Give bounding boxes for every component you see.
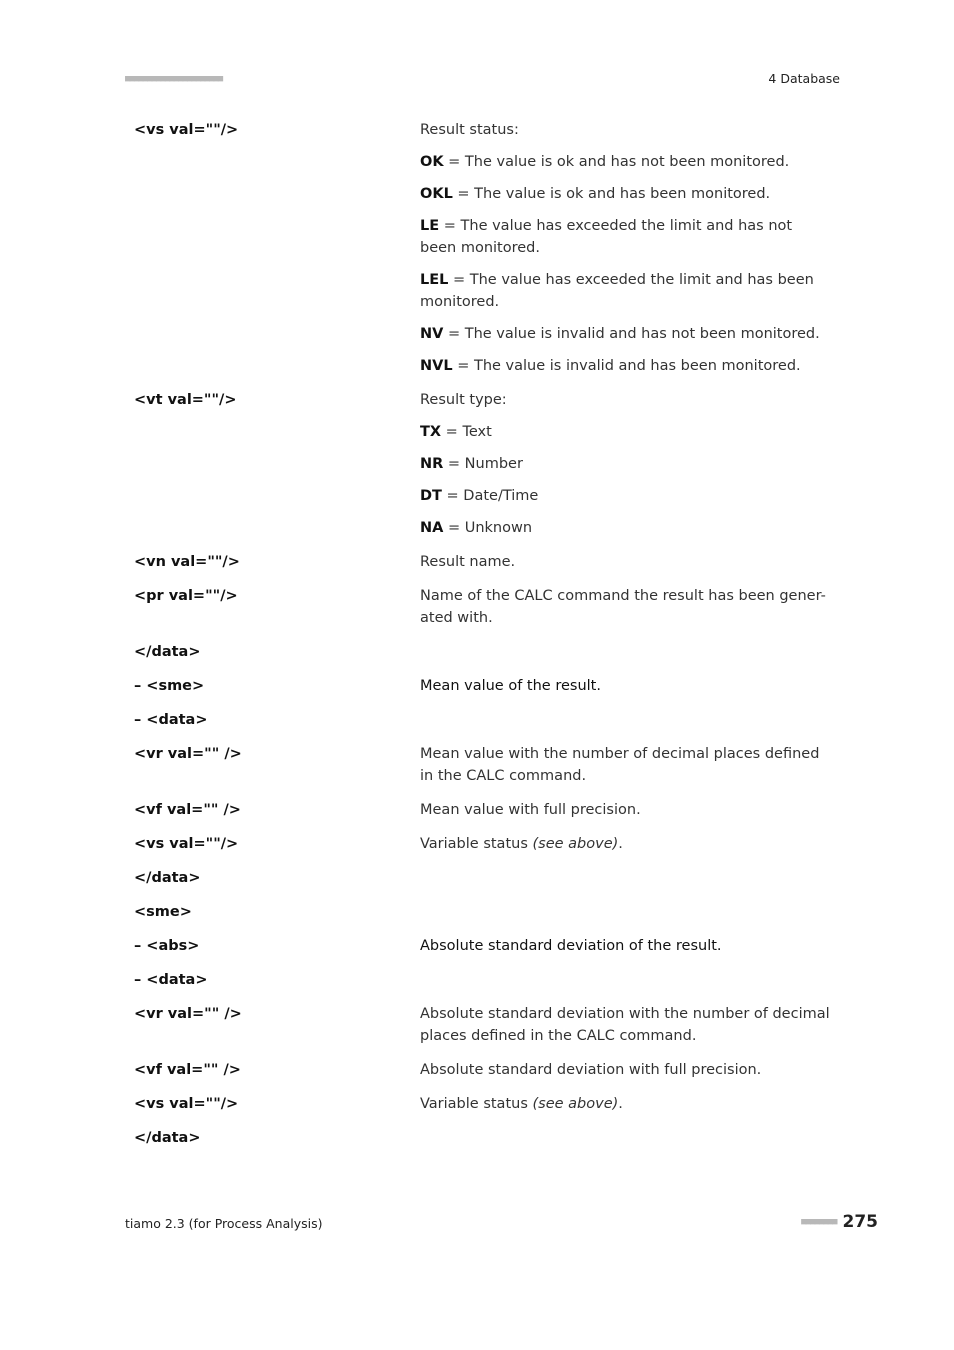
xml-tag: – <abs>	[134, 938, 200, 954]
description-text: = Number	[443, 456, 523, 472]
description-text: Absolute standard deviation of the result.	[420, 938, 722, 954]
section-heading	[420, 675, 830, 697]
description-text: Result type:	[420, 392, 507, 408]
description-text: Name of the CALC command the result has been gener-ated with.	[420, 588, 826, 626]
description-text: = The value is invalid and has been monitored.	[452, 358, 801, 374]
description-text: = The value is ok and has not been monitored.	[443, 154, 790, 170]
punctuation: .	[618, 836, 623, 852]
description-line	[420, 1059, 830, 1081]
description-text: = The value is ok and has been monitored.	[452, 186, 771, 202]
description-text: Absolute standard deviation with full precision.	[420, 1062, 762, 1078]
xml-tag: <vf val="" />	[134, 802, 241, 818]
header-decoration: ■■■■■■■■■■■■■■■■■■■■■■	[125, 74, 223, 84]
description-line	[420, 799, 830, 821]
description-text: = The value has exceeded the limit and has not been monitored.	[420, 218, 793, 256]
definition-row	[134, 1057, 834, 1091]
definition-row	[134, 1125, 834, 1159]
footer-decoration: ■■■■■■■■	[801, 1217, 837, 1227]
tag-description	[420, 865, 830, 897]
tag-description	[420, 831, 830, 865]
xml-tag: – <sme>	[134, 678, 205, 694]
description-text: Result name.	[420, 554, 516, 570]
description-line	[420, 485, 830, 507]
description-text: = Unknown	[443, 520, 533, 536]
description-line	[420, 421, 830, 443]
definition-row	[134, 673, 834, 707]
tag-description	[420, 1125, 830, 1157]
xml-tag: <vr val="" />	[134, 746, 242, 762]
tag-description	[420, 899, 830, 931]
code-value: NR	[420, 456, 444, 472]
description-line	[420, 215, 830, 259]
xml-tag: – <data>	[134, 712, 208, 728]
tag-description	[420, 797, 830, 831]
definition-row	[134, 831, 834, 865]
xml-tag: </data>	[134, 644, 201, 660]
code-value: NV	[420, 326, 444, 342]
description-text: Result status:	[420, 122, 519, 138]
definition-row	[134, 741, 834, 797]
description-line	[420, 585, 830, 629]
tag-description	[420, 583, 830, 639]
cross-reference: (see above)	[532, 1096, 619, 1112]
description-text: Mean value of the result.	[420, 678, 601, 694]
page-number: 275	[842, 1212, 878, 1232]
definition-row	[134, 1001, 834, 1057]
description-text: Variable status	[420, 1096, 533, 1112]
code-value: OK	[420, 154, 444, 170]
tag-description	[420, 967, 830, 999]
description-text: = Text	[441, 424, 492, 440]
xml-tag: <sme>	[134, 904, 192, 920]
tag-description	[420, 1091, 830, 1125]
code-value: NA	[420, 520, 444, 536]
tag-description	[420, 741, 830, 797]
code-value: TX	[420, 424, 442, 440]
definition-row	[134, 933, 834, 967]
xml-tag: <pr val=""/>	[134, 588, 238, 604]
tag-description	[420, 117, 830, 387]
definition-row	[134, 639, 834, 673]
definition-row	[134, 1091, 834, 1125]
description-line	[420, 183, 830, 205]
tag-description	[420, 639, 830, 671]
definition-row	[134, 707, 834, 741]
footer-page-info	[801, 1212, 878, 1232]
definition-row	[134, 797, 834, 831]
tag-description	[420, 1001, 830, 1057]
footer-document-title: tiamo 2.3 (for Process Analysis)	[125, 1216, 323, 1231]
code-value: DT	[420, 488, 442, 504]
xml-tag: <vs val=""/>	[134, 836, 239, 852]
description-line	[420, 389, 830, 411]
description-line	[420, 517, 830, 539]
xml-tag: – <data>	[134, 972, 208, 988]
definition-list	[134, 117, 834, 1159]
chapter-title: 4 Database	[768, 71, 840, 86]
tag-description	[420, 1057, 830, 1091]
description-line	[420, 269, 830, 313]
xml-tag: <vr val="" />	[134, 1006, 242, 1022]
description-line	[420, 151, 830, 173]
definition-row	[134, 387, 834, 549]
code-value: NVL	[420, 358, 453, 374]
description-line	[420, 551, 830, 573]
definition-row	[134, 865, 834, 899]
description-text: = Date/Time	[441, 488, 539, 504]
cross-reference: (see above)	[532, 836, 619, 852]
xml-tag: <vf val="" />	[134, 1062, 241, 1078]
code-value: LEL	[420, 272, 449, 288]
definition-row	[134, 899, 834, 933]
description-line	[420, 1093, 830, 1115]
code-value: OKL	[420, 186, 453, 202]
tag-description	[420, 387, 830, 549]
tag-description	[420, 707, 830, 739]
description-text: = The value is invalid and has not been monitored.	[443, 326, 820, 342]
description-text: Absolute standard deviation with the number of decimal places defined in the CALC command.	[420, 1006, 830, 1044]
tag-description	[420, 673, 830, 707]
description-line	[420, 1003, 830, 1047]
definition-row	[134, 583, 834, 639]
xml-tag: </data>	[134, 1130, 201, 1146]
description-text: Variable status	[420, 836, 533, 852]
xml-tag: <vs val=""/>	[134, 1096, 239, 1112]
definition-row	[134, 117, 834, 387]
xml-tag: <vs val=""/>	[134, 122, 239, 138]
xml-tag: </data>	[134, 870, 201, 886]
description-text: Mean value with the number of decimal places defined in the CALC command.	[420, 746, 820, 784]
tag-description	[420, 549, 830, 583]
description-text: Mean value with full precision.	[420, 802, 641, 818]
xml-tag: <vt val=""/>	[134, 392, 237, 408]
tag-description	[420, 933, 830, 967]
definition-row	[134, 549, 834, 583]
section-heading	[420, 935, 830, 957]
description-line	[420, 833, 830, 855]
description-line	[420, 743, 830, 787]
punctuation: .	[618, 1096, 623, 1112]
code-value: LE	[420, 218, 440, 234]
xml-tag: <vn val=""/>	[134, 554, 240, 570]
description-line	[420, 355, 830, 377]
description-line	[420, 119, 830, 141]
description-line	[420, 323, 830, 345]
description-line	[420, 453, 830, 475]
definition-row	[134, 967, 834, 1001]
description-text: = The value has exceeded the limit and has been monitored.	[420, 272, 814, 310]
